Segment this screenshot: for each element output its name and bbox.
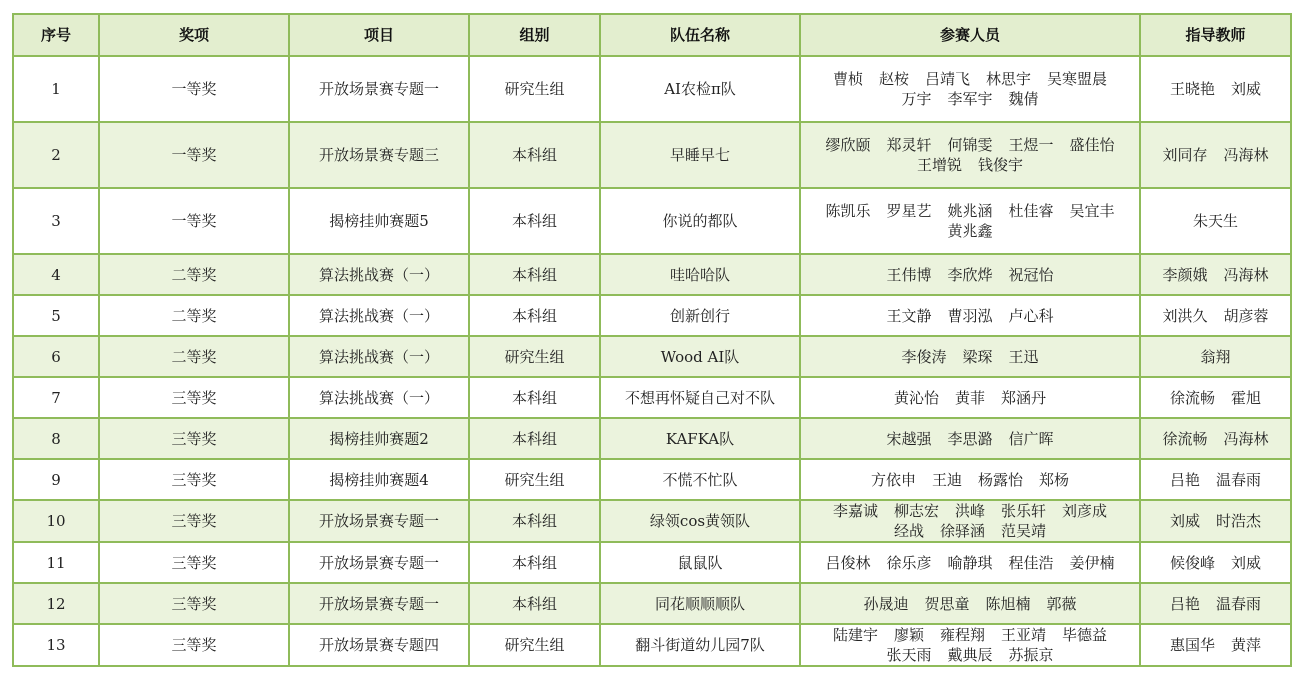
member-name: 卢心科 bbox=[1008, 306, 1054, 325]
cell-teachers bbox=[1140, 254, 1291, 295]
teacher-name: 冯海林 bbox=[1223, 429, 1269, 448]
cell-award: 三等奖 bbox=[99, 418, 289, 459]
cell-award: 一等奖 bbox=[99, 56, 289, 122]
cell-team: 翻斗街道幼儿园7队 bbox=[600, 624, 800, 666]
cell-teachers bbox=[1140, 122, 1291, 188]
member-name: 王迪 bbox=[931, 470, 962, 489]
cell-teachers bbox=[1140, 583, 1291, 624]
table-row bbox=[13, 336, 1291, 377]
member-name: 吴寒盟晨 bbox=[1047, 70, 1108, 88]
member-name: 郑灵轩 bbox=[886, 136, 932, 154]
cell-group: 研究生组 bbox=[469, 459, 600, 500]
table-row bbox=[13, 254, 1291, 295]
member-name: 吴宜丰 bbox=[1069, 202, 1115, 220]
header-teachers: 指导教师 bbox=[1140, 14, 1291, 56]
member-name: 徐驿涵 bbox=[939, 522, 985, 540]
cell-no: 3 bbox=[13, 188, 99, 254]
member-name: 王迅 bbox=[1008, 347, 1039, 366]
teacher-name: 候俊峰 bbox=[1169, 553, 1215, 572]
cell-teachers bbox=[1140, 624, 1291, 666]
teacher-name: 徐流畅 bbox=[1162, 429, 1208, 448]
cell-teachers bbox=[1140, 188, 1291, 254]
member-name: 喻静琪 bbox=[947, 553, 993, 572]
cell-project: 开放场景赛专题一 bbox=[289, 542, 469, 583]
member-name: 李俊涛 bbox=[901, 347, 947, 366]
member-name: 郭薇 bbox=[1046, 594, 1077, 613]
header-row bbox=[13, 14, 1291, 56]
cell-members bbox=[800, 583, 1140, 624]
teacher-name: 刘同存 bbox=[1162, 146, 1208, 164]
member-name: 郑杨 bbox=[1039, 470, 1070, 489]
cell-no: 12 bbox=[13, 583, 99, 624]
cell-no: 8 bbox=[13, 418, 99, 459]
cell-teachers bbox=[1140, 459, 1291, 500]
table-row bbox=[13, 295, 1291, 336]
member-name: 陆建宇 bbox=[832, 626, 878, 644]
header-award: 奖项 bbox=[99, 14, 289, 56]
member-name: 王煜一 bbox=[1008, 136, 1054, 154]
cell-group: 本科组 bbox=[469, 583, 600, 624]
cell-project: 揭榜挂帅赛题4 bbox=[289, 459, 469, 500]
cell-award: 三等奖 bbox=[99, 459, 289, 500]
cell-members bbox=[800, 254, 1140, 295]
cell-members bbox=[800, 336, 1140, 377]
cell-no: 1 bbox=[13, 56, 99, 122]
cell-teachers bbox=[1140, 295, 1291, 336]
member-name: 方依申 bbox=[870, 470, 916, 489]
member-name: 姜伊楠 bbox=[1069, 553, 1115, 572]
table-row bbox=[13, 418, 1291, 459]
member-name: 万宇 bbox=[901, 90, 932, 108]
cell-group: 本科组 bbox=[469, 188, 600, 254]
header-members: 参赛人员 bbox=[800, 14, 1140, 56]
member-name: 王增锐 bbox=[916, 156, 962, 174]
cell-award: 三等奖 bbox=[99, 377, 289, 418]
member-name: 杨露怡 bbox=[978, 470, 1024, 489]
member-name: 洪峰 bbox=[954, 502, 985, 520]
member-name: 陈凯乐 bbox=[825, 202, 871, 220]
cell-award: 二等奖 bbox=[99, 295, 289, 336]
member-name: 李嘉诚 bbox=[832, 502, 878, 520]
cell-members bbox=[800, 418, 1140, 459]
cell-members bbox=[800, 295, 1140, 336]
teacher-name: 翁翔 bbox=[1200, 347, 1231, 366]
member-name: 毕德益 bbox=[1062, 626, 1108, 644]
member-name: 陈旭楠 bbox=[985, 594, 1031, 613]
table-row bbox=[13, 56, 1291, 122]
cell-project: 算法挑战赛（一） bbox=[289, 295, 469, 336]
member-name: 魏倩 bbox=[1008, 90, 1039, 108]
teacher-name: 冯海林 bbox=[1223, 146, 1269, 164]
member-name: 姚兆涵 bbox=[947, 202, 993, 220]
teacher-name: 刘威 bbox=[1231, 553, 1262, 572]
cell-team: 不慌不忙队 bbox=[600, 459, 800, 500]
teacher-name: 时浩杰 bbox=[1216, 512, 1262, 530]
cell-project: 算法挑战赛（一） bbox=[289, 377, 469, 418]
member-name: 贺思童 bbox=[924, 594, 970, 613]
teacher-name: 胡彦蓉 bbox=[1223, 306, 1269, 325]
cell-teachers bbox=[1140, 418, 1291, 459]
cell-group: 本科组 bbox=[469, 500, 600, 542]
cell-award: 一等奖 bbox=[99, 122, 289, 188]
cell-no: 10 bbox=[13, 500, 99, 542]
member-name: 宋越强 bbox=[886, 429, 932, 448]
member-name: 王文静 bbox=[886, 306, 932, 325]
cell-members bbox=[800, 542, 1140, 583]
cell-team: 你说的都队 bbox=[600, 188, 800, 254]
table-row bbox=[13, 500, 1291, 542]
member-name: 黄兆鑫 bbox=[947, 222, 993, 240]
table-header bbox=[13, 14, 1291, 56]
table-row bbox=[13, 459, 1291, 500]
member-name: 何锦雯 bbox=[947, 136, 993, 154]
teacher-name: 黄萍 bbox=[1231, 636, 1262, 654]
table-row bbox=[13, 583, 1291, 624]
member-name: 戴典辰 bbox=[947, 646, 993, 664]
member-name: 李军宇 bbox=[947, 90, 993, 108]
cell-project: 开放场景赛专题一 bbox=[289, 500, 469, 542]
cell-no: 11 bbox=[13, 542, 99, 583]
cell-group: 本科组 bbox=[469, 542, 600, 583]
cell-team: 创新创行 bbox=[600, 295, 800, 336]
cell-group: 研究生组 bbox=[469, 56, 600, 122]
cell-team: 不想再怀疑自己对不队 bbox=[600, 377, 800, 418]
cell-project: 算法挑战赛（一） bbox=[289, 254, 469, 295]
teacher-name: 朱天生 bbox=[1192, 212, 1238, 230]
teacher-name: 冯海林 bbox=[1223, 265, 1269, 284]
teacher-name: 刘威 bbox=[1169, 512, 1200, 530]
member-name: 郑涵丹 bbox=[1001, 388, 1047, 407]
member-name: 李思潞 bbox=[947, 429, 993, 448]
cell-teachers bbox=[1140, 56, 1291, 122]
member-name: 张天雨 bbox=[886, 646, 932, 664]
member-name: 王伟博 bbox=[886, 265, 932, 284]
member-name: 罗星艺 bbox=[886, 202, 932, 220]
cell-project: 算法挑战赛（一） bbox=[289, 336, 469, 377]
cell-members bbox=[800, 377, 1140, 418]
cell-no: 5 bbox=[13, 295, 99, 336]
header-group: 组别 bbox=[469, 14, 600, 56]
cell-project: 开放场景赛专题一 bbox=[289, 583, 469, 624]
member-name: 缪欣颐 bbox=[825, 136, 871, 154]
member-name: 范吴靖 bbox=[1001, 522, 1047, 540]
teacher-name: 李颜娥 bbox=[1162, 265, 1208, 284]
teacher-name: 王晓艳 bbox=[1169, 80, 1215, 98]
cell-group: 本科组 bbox=[469, 122, 600, 188]
member-name: 吕靖飞 bbox=[924, 70, 970, 88]
cell-group: 本科组 bbox=[469, 254, 600, 295]
cell-teachers bbox=[1140, 500, 1291, 542]
table-row bbox=[13, 188, 1291, 254]
member-name: 经战 bbox=[893, 522, 924, 540]
cell-no: 9 bbox=[13, 459, 99, 500]
cell-no: 6 bbox=[13, 336, 99, 377]
teacher-name: 惠国华 bbox=[1169, 636, 1215, 654]
cell-teachers bbox=[1140, 377, 1291, 418]
cell-members bbox=[800, 500, 1140, 542]
cell-award: 二等奖 bbox=[99, 254, 289, 295]
cell-project: 开放场景赛专题一 bbox=[289, 56, 469, 122]
member-name: 信广晖 bbox=[1008, 429, 1054, 448]
cell-award: 二等奖 bbox=[99, 336, 289, 377]
cell-project: 开放场景赛专题三 bbox=[289, 122, 469, 188]
cell-team: 哇哈哈队 bbox=[600, 254, 800, 295]
member-name: 梁琛 bbox=[962, 347, 993, 366]
cell-no: 13 bbox=[13, 624, 99, 666]
table-row bbox=[13, 624, 1291, 666]
member-name: 杜佳睿 bbox=[1008, 202, 1054, 220]
teacher-name: 刘洪久 bbox=[1162, 306, 1208, 325]
cell-members bbox=[800, 624, 1140, 666]
cell-teachers bbox=[1140, 336, 1291, 377]
cell-team: 早睡早七 bbox=[600, 122, 800, 188]
cell-no: 7 bbox=[13, 377, 99, 418]
cell-team: AI农检π队 bbox=[600, 56, 800, 122]
teacher-name: 徐流畅 bbox=[1169, 388, 1215, 407]
cell-group: 研究生组 bbox=[469, 624, 600, 666]
member-name: 黄菲 bbox=[954, 388, 985, 407]
teacher-name: 吕艳 bbox=[1169, 594, 1200, 613]
cell-award: 三等奖 bbox=[99, 624, 289, 666]
teacher-name: 吕艳 bbox=[1169, 470, 1200, 489]
header-project: 项目 bbox=[289, 14, 469, 56]
cell-group: 本科组 bbox=[469, 295, 600, 336]
header-no: 序号 bbox=[13, 14, 99, 56]
cell-no: 2 bbox=[13, 122, 99, 188]
awards-table bbox=[12, 13, 1292, 667]
member-name: 钱俊宇 bbox=[978, 156, 1024, 174]
cell-members bbox=[800, 122, 1140, 188]
cell-project: 揭榜挂帅赛题2 bbox=[289, 418, 469, 459]
table-body bbox=[13, 56, 1291, 666]
member-name: 程佳浩 bbox=[1008, 553, 1054, 572]
table-row bbox=[13, 377, 1291, 418]
cell-project: 开放场景赛专题四 bbox=[289, 624, 469, 666]
cell-group: 本科组 bbox=[469, 418, 600, 459]
cell-team: 鼠鼠队 bbox=[600, 542, 800, 583]
cell-team: Wood AI队 bbox=[600, 336, 800, 377]
cell-team: KAFKA队 bbox=[600, 418, 800, 459]
member-name: 吕俊林 bbox=[825, 553, 871, 572]
member-name: 盛佳怡 bbox=[1069, 136, 1115, 154]
cell-project: 揭榜挂帅赛题5 bbox=[289, 188, 469, 254]
cell-teachers bbox=[1140, 542, 1291, 583]
member-name: 刘彦成 bbox=[1062, 502, 1108, 520]
cell-members bbox=[800, 459, 1140, 500]
cell-group: 本科组 bbox=[469, 377, 600, 418]
teacher-name: 温春雨 bbox=[1216, 470, 1262, 489]
member-name: 王亚靖 bbox=[1001, 626, 1047, 644]
cell-award: 三等奖 bbox=[99, 542, 289, 583]
cell-award: 三等奖 bbox=[99, 583, 289, 624]
cell-group: 研究生组 bbox=[469, 336, 600, 377]
member-name: 曹羽泓 bbox=[947, 306, 993, 325]
cell-team: 同花顺顺顺队 bbox=[600, 583, 800, 624]
cell-team: 绿领cos黄领队 bbox=[600, 500, 800, 542]
member-name: 祝冠怡 bbox=[1008, 265, 1054, 284]
cell-award: 一等奖 bbox=[99, 188, 289, 254]
header-team: 队伍名称 bbox=[600, 14, 800, 56]
cell-members bbox=[800, 188, 1140, 254]
table-row bbox=[13, 122, 1291, 188]
member-name: 李欣烨 bbox=[947, 265, 993, 284]
cell-no: 4 bbox=[13, 254, 99, 295]
member-name: 黄沁怡 bbox=[893, 388, 939, 407]
teacher-name: 霍旭 bbox=[1231, 388, 1262, 407]
member-name: 雍程翔 bbox=[939, 626, 985, 644]
cell-award: 三等奖 bbox=[99, 500, 289, 542]
member-name: 赵桉 bbox=[878, 70, 909, 88]
member-name: 林思宇 bbox=[986, 70, 1032, 88]
teacher-name: 刘威 bbox=[1231, 80, 1262, 98]
member-name: 苏振京 bbox=[1008, 646, 1054, 664]
cell-members bbox=[800, 56, 1140, 122]
member-name: 柳志宏 bbox=[893, 502, 939, 520]
teacher-name: 温春雨 bbox=[1216, 594, 1262, 613]
member-name: 徐乐彦 bbox=[886, 553, 932, 572]
member-name: 孙晟迪 bbox=[863, 594, 909, 613]
member-name: 张乐轩 bbox=[1001, 502, 1047, 520]
member-name: 曹桢 bbox=[832, 70, 863, 88]
table-row bbox=[13, 542, 1291, 583]
member-name: 廖颖 bbox=[893, 626, 924, 644]
